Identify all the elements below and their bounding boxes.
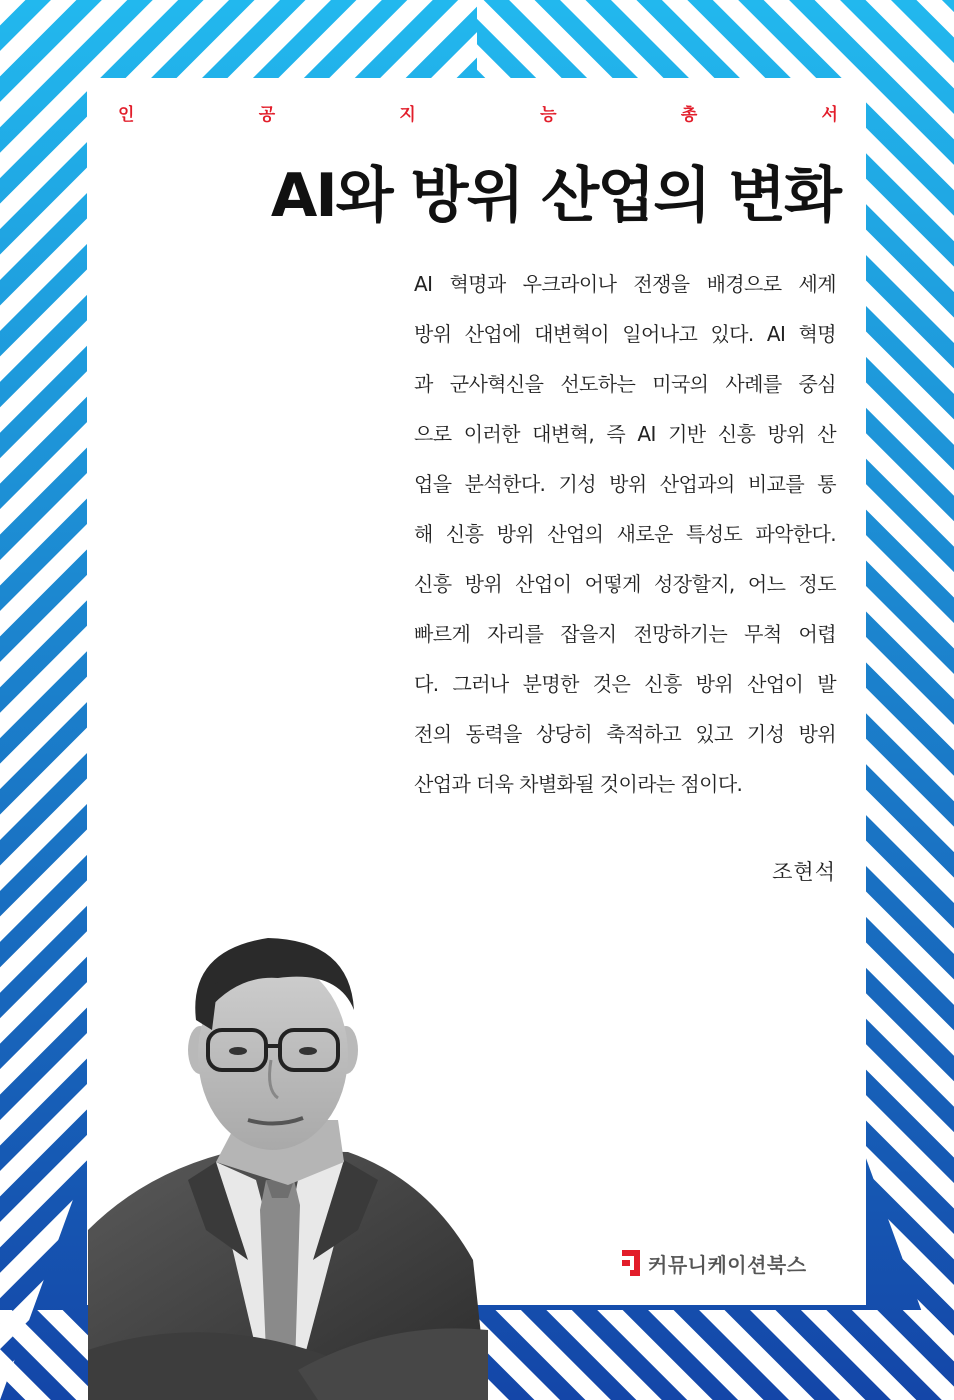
author-name: 조현석 <box>772 860 836 884</box>
description-line: 빠르게 자리를 잡을지 전망하기는 무척 어렵 <box>414 622 836 646</box>
description-line: 업을 분석한다. 기성 방위 산업과의 비교를 통 <box>414 472 836 496</box>
series-char: 능 <box>540 105 557 125</box>
description-line: 해 신흥 방위 산업의 새로운 특성도 파악한다. <box>414 522 836 546</box>
series-label <box>118 100 838 125</box>
publisher-logo <box>620 1248 807 1278</box>
series-char: 서 <box>821 105 838 125</box>
description-line: 과 군사혁신을 선도하는 미국의 사례를 중심 <box>414 372 836 396</box>
description-line: 산업과 더욱 차별화될 것이라는 점이다. <box>414 772 743 796</box>
description-line: 신흥 방위 산업이 어떻게 성장할지, 어느 정도 <box>414 572 836 596</box>
red-bracket-logo-icon <box>620 1248 642 1278</box>
description-line: 으로 이러한 대변혁, 즉 AI 기반 신흥 방위 산 <box>414 422 836 446</box>
description-line: 전의 동력을 상당히 축적하고 있고 기성 방위 <box>414 722 836 746</box>
series-char: 지 <box>399 105 416 125</box>
series-char: 총 <box>680 105 698 125</box>
book-description <box>414 264 836 814</box>
publisher-name: 커뮤니케이션북스 <box>648 1252 807 1277</box>
description-line: 다. 그러나 분명한 것은 신흥 방위 산업이 발 <box>414 672 836 696</box>
description-line: 방위 산업에 대변혁이 일어나고 있다. AI 혁명 <box>414 322 836 346</box>
series-char: 공 <box>258 105 276 125</box>
book-title: AI와 방위 산업의 변화 <box>270 161 840 231</box>
series-char: 인 <box>118 105 135 125</box>
author-portrait <box>88 930 488 1400</box>
description-line: AI 혁명과 우크라이나 전쟁을 배경으로 세계 <box>414 272 836 296</box>
